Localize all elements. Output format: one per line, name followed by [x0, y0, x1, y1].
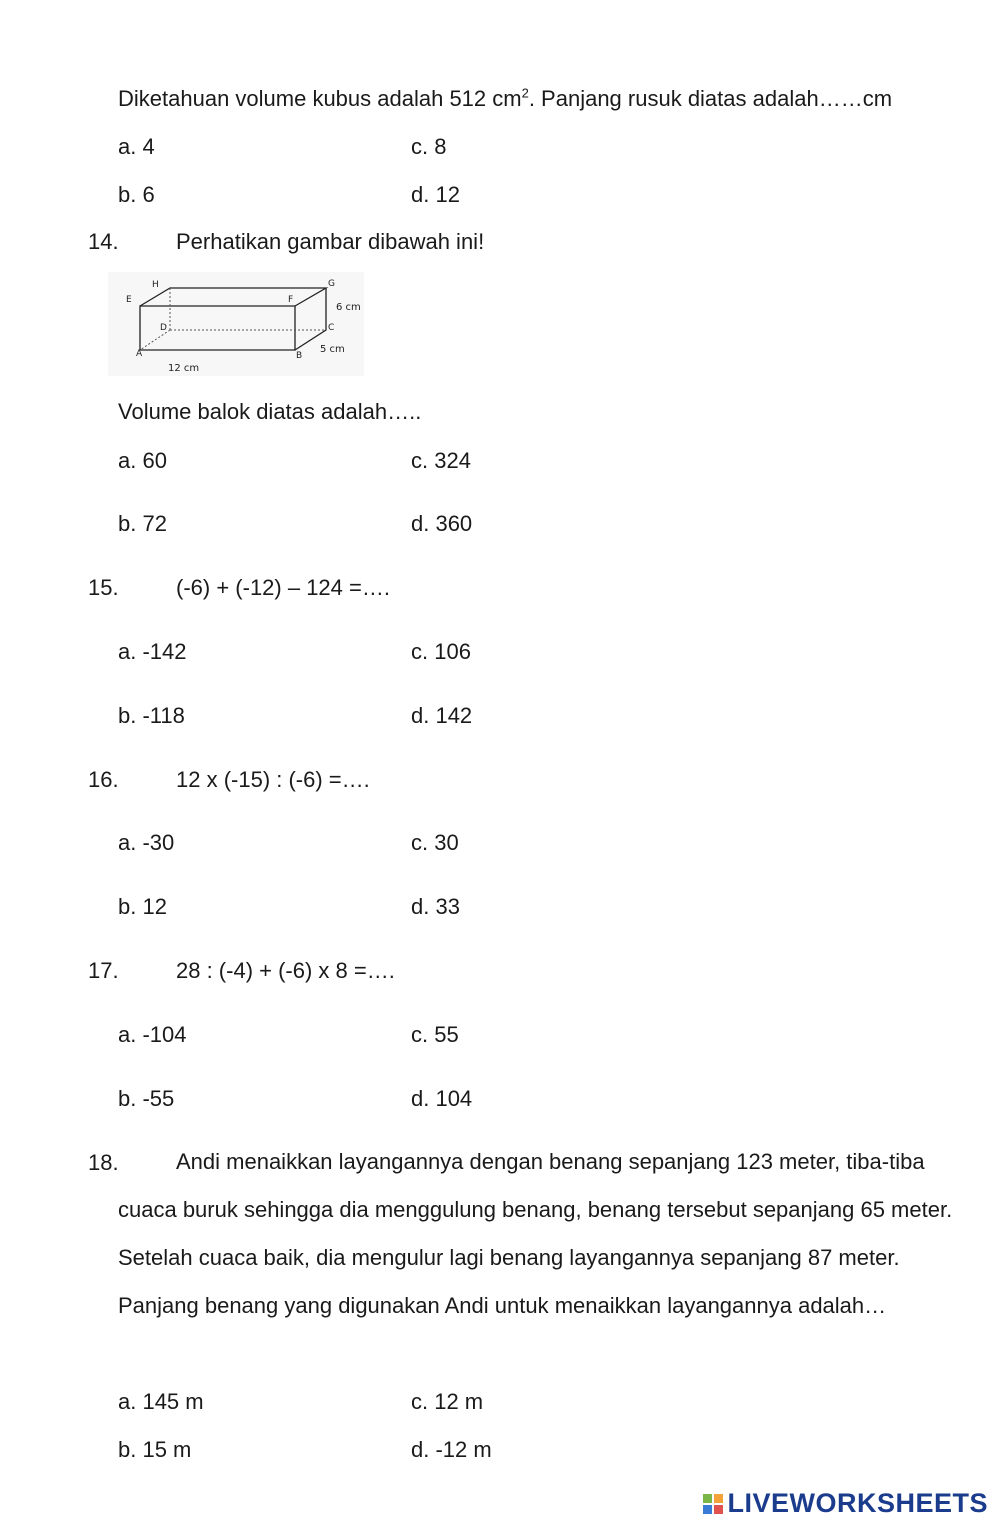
label-h: H [152, 280, 159, 290]
q13-option-c[interactable]: c. 8 [411, 134, 447, 159]
q13-option-d[interactable]: d. 12 [411, 182, 460, 207]
liveworksheets-logo-icon [703, 1494, 723, 1514]
q16-option-a[interactable]: a. -30 [118, 830, 175, 855]
q16-option-b[interactable]: b. 12 [118, 894, 167, 919]
q18-number: 18. [88, 1150, 119, 1175]
q17-option-b[interactable]: b. -55 [118, 1086, 175, 1111]
q15-option-a[interactable]: a. -142 [118, 639, 187, 664]
q17-option-c[interactable]: c. 55 [411, 1022, 459, 1047]
q17-number: 17. [88, 958, 119, 983]
label-width: 5 cm [320, 344, 345, 355]
cuboid-figure [108, 272, 364, 376]
q13-option-b[interactable]: b. 6 [118, 182, 155, 207]
q14-option-c[interactable]: c. 324 [411, 448, 471, 473]
label-g: G [328, 279, 335, 289]
q15-option-c[interactable]: c. 106 [411, 639, 471, 664]
q18-text: Andi menaikkan layangannya dengan benang sepanjang 123 meter, tiba-tiba cuaca buruk sehingga dia menggulung benang, benang tersebut sepanjang 65 meter. Setelah cuaca baik, dia mengulur lagi benang layangannya sepanjang 87 meter. Panjang benang yang digunakan Andi untuk menaikkan layangannya adalah… [118, 1149, 953, 1318]
liveworksheets-logo[interactable] [703, 1488, 988, 1519]
q18-option-a[interactable]: a. 145 m [118, 1389, 204, 1414]
q18-option-b[interactable]: b. 15 m [118, 1437, 192, 1462]
label-a: A [136, 349, 143, 359]
q18-option-d[interactable]: d. -12 m [411, 1437, 492, 1462]
q14-option-b[interactable]: b. 72 [118, 511, 167, 536]
q16-option-c[interactable]: c. 30 [411, 830, 459, 855]
q16-number: 16. [88, 767, 119, 792]
label-c: C [328, 323, 335, 333]
label-b: B [296, 351, 303, 361]
q14-subquestion: Volume balok diatas adalah….. [118, 399, 422, 424]
q14-number: 14. [88, 229, 119, 254]
q17-option-a[interactable]: a. -104 [118, 1022, 187, 1047]
q18-option-c[interactable]: c. 12 m [411, 1389, 484, 1414]
label-d: D [160, 323, 167, 333]
q13-text: Diketahuan volume kubus adalah 512 $cm^2$. Panjang rusuk diatas adalah……cm [118, 85, 893, 111]
q16-text: 12 x (-15) : (-6) =…. [176, 767, 370, 792]
q17-option-d[interactable]: d. 104 [411, 1086, 473, 1111]
q14-option-a[interactable]: a. 60 [118, 448, 167, 473]
q15-text: (-6) + (-12) – 124 =…. [176, 575, 390, 600]
q14-text: Perhatikan gambar dibawah ini! [176, 229, 485, 254]
label-height: 6 cm [336, 302, 361, 313]
label-f: F [288, 295, 294, 305]
q14-option-d[interactable]: d. 360 [411, 511, 473, 536]
label-e: E [126, 295, 132, 305]
liveworksheets-logo-text: LIVEWORKSHEETS [727, 1488, 988, 1518]
q13-option-a[interactable]: a. 4 [118, 134, 155, 159]
q18-text-block [118, 1138, 960, 1330]
q15-option-d[interactable]: d. 142 [411, 703, 473, 728]
label-length: 12 cm [168, 363, 200, 374]
q15-number: 15. [88, 575, 119, 600]
q15-option-b[interactable]: b. -118 [118, 703, 185, 728]
q16-option-d[interactable]: d. 33 [411, 894, 460, 919]
q17-text: 28 : (-4) + (-6) x 8 =…. [176, 958, 395, 983]
